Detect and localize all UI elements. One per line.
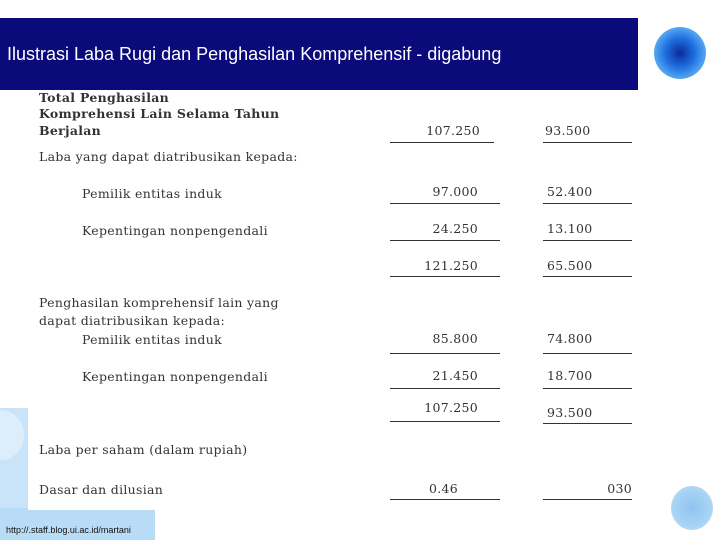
oci-owner-col2: 74.800	[547, 331, 593, 346]
blue-orb-decoration	[654, 27, 706, 79]
profit-nci-label: Kepentingan nonpengendali	[82, 223, 268, 238]
rule-oci-nci-col2	[543, 388, 632, 389]
eps-basic-label: Dasar dan dilusian	[39, 482, 164, 497]
profit-owner-label: Pemilik entitas induk	[82, 186, 222, 201]
total-label-line2: Komprehensi Lain Selama Tahun	[39, 106, 280, 121]
rule-oci-total-col2	[543, 423, 632, 424]
rule-oci-owner-col2	[543, 353, 632, 354]
rule-total-col1	[390, 142, 494, 143]
oci-attrib-label-line1: Penghasilan komprehensif lain yang	[39, 295, 279, 310]
total-label-line3: Berjalan	[39, 123, 102, 138]
rule-profit-owner-col1	[390, 203, 500, 204]
profit-total-col2: 65.500	[547, 258, 593, 273]
eps-basic-col2: 030	[607, 481, 632, 496]
rule-total-col2	[543, 142, 632, 143]
oci-owner-col1: 85.800	[432, 331, 478, 346]
rule-profit-nci-col1	[390, 240, 500, 241]
total-col2: 93.500	[545, 123, 591, 138]
rule-oci-nci-col1	[390, 388, 500, 389]
oci-nci-col2: 18.700	[547, 368, 593, 383]
rule-oci-total-col1	[390, 421, 500, 422]
oci-total-col1: 107.250	[424, 400, 478, 415]
oci-total-col2: 93.500	[547, 405, 593, 420]
profit-total-col1: 121.250	[424, 258, 478, 273]
rule-oci-owner-col1	[390, 353, 500, 354]
rule-eps-col1	[390, 499, 500, 500]
oci-nci-col1: 21.450	[432, 368, 478, 383]
profit-attrib-label: Laba yang dapat diatribusikan kepada:	[39, 149, 298, 164]
slide-title: Ilustrasi Laba Rugi dan Penghasilan Komprehensif - digabung	[7, 44, 502, 64]
oci-owner-label: Pemilik entitas induk	[82, 332, 222, 347]
rule-eps-col2	[543, 499, 632, 500]
eps-label: Laba per saham (dalam rupiah)	[39, 442, 248, 457]
profit-owner-col2: 52.400	[547, 184, 593, 199]
total-label-line1: Total Penghasilan	[39, 90, 170, 105]
profit-nci-col2: 13.100	[547, 221, 593, 236]
profit-nci-col1: 24.250	[432, 221, 478, 236]
oci-attrib-label-line2: dapat diatribusikan kepada:	[39, 313, 226, 328]
oci-nci-label: Kepentingan nonpengendali	[82, 369, 268, 384]
footer-url: http://.staff.blog.ui.ac.id/martani	[6, 525, 131, 535]
decorative-circle-right	[671, 486, 713, 530]
rule-profit-owner-col2	[543, 203, 632, 204]
rule-profit-total-col1	[390, 276, 500, 277]
rule-profit-total-col2	[543, 276, 632, 277]
rule-profit-nci-col2	[543, 240, 632, 241]
eps-basic-col1: 0.46	[428, 481, 458, 496]
profit-owner-col1: 97.000	[432, 184, 478, 199]
total-col1: 107.250	[426, 123, 480, 138]
